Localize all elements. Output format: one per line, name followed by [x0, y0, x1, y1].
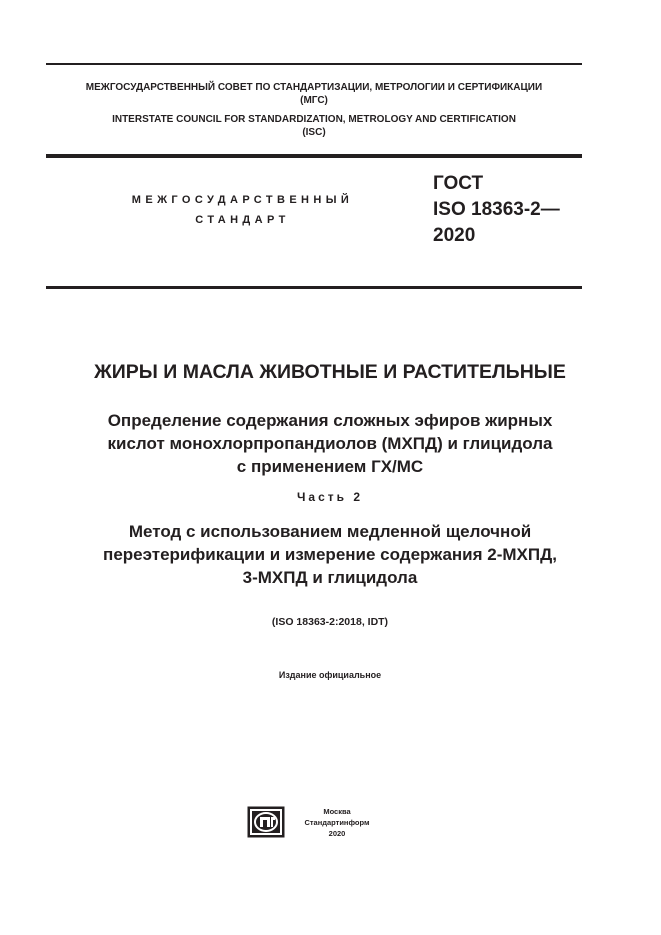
designation-line3: 2020: [433, 225, 476, 246]
council-en-line1: INTERSTATE COUNCIL FOR STANDARDIZATION, METROLOGY AND CERTIFICATION: [112, 114, 516, 125]
council-name-ru: [46, 81, 582, 107]
standard-designation: [433, 171, 560, 249]
council-ru-line1: МЕЖГОСУДАРСТВЕННЫЙ СОВЕТ ПО СТАНДАРТИЗАЦИИ, МЕТРОЛОГИИ И СЕРТИФИКАЦИИ: [85, 82, 543, 93]
designation-line1: ГОСТ: [433, 173, 484, 194]
part-title-line2: переэтерификации и измерение содержания 2-МХПД,: [103, 545, 557, 564]
council-en-line2: (ISC): [302, 127, 326, 138]
subtitle-line3: с применением ГХ/МС: [236, 457, 424, 476]
edition-note: Издание официальное: [278, 670, 382, 680]
iso-reference: (ISO 18363-2:2018, IDT): [271, 616, 389, 628]
middle-rule: [46, 154, 582, 158]
council-name-en: [46, 113, 582, 139]
main-title: ЖИРЫ И МАСЛА ЖИВОТНЫЕ И РАСТИТЕЛЬНЫЕ: [94, 361, 566, 383]
standard-kind-line2: СТАНДАРТ: [195, 214, 290, 226]
subtitle-line1: Определение содержания сложных эфиров жирных: [107, 411, 553, 430]
subtitle: [30, 409, 630, 478]
part-title: [30, 520, 630, 589]
council-ru-line2: (МГС): [300, 95, 328, 106]
top-rule: [46, 63, 582, 65]
standartinform-logo-icon: [247, 806, 285, 838]
publisher-block: [297, 806, 377, 839]
publisher-year: 2020: [328, 829, 346, 838]
part-label: Часть 2: [296, 490, 364, 504]
designation-line2: ISO 18363-2—: [433, 199, 560, 220]
standard-kind-line1: МЕЖГОСУДАРСТВЕННЫЙ: [131, 194, 354, 206]
publisher-city: Москва: [323, 807, 351, 816]
subtitle-line2: кислот монохлорпропандиолов (МХПД) и глицидола: [107, 434, 553, 453]
publisher-name: Стандартинформ: [304, 818, 370, 827]
part-title-line3: 3-МХПД и глицидола: [242, 568, 418, 587]
part-title-line1: Метод с использованием медленной щелочной: [128, 522, 532, 541]
lower-rule: [46, 286, 582, 289]
